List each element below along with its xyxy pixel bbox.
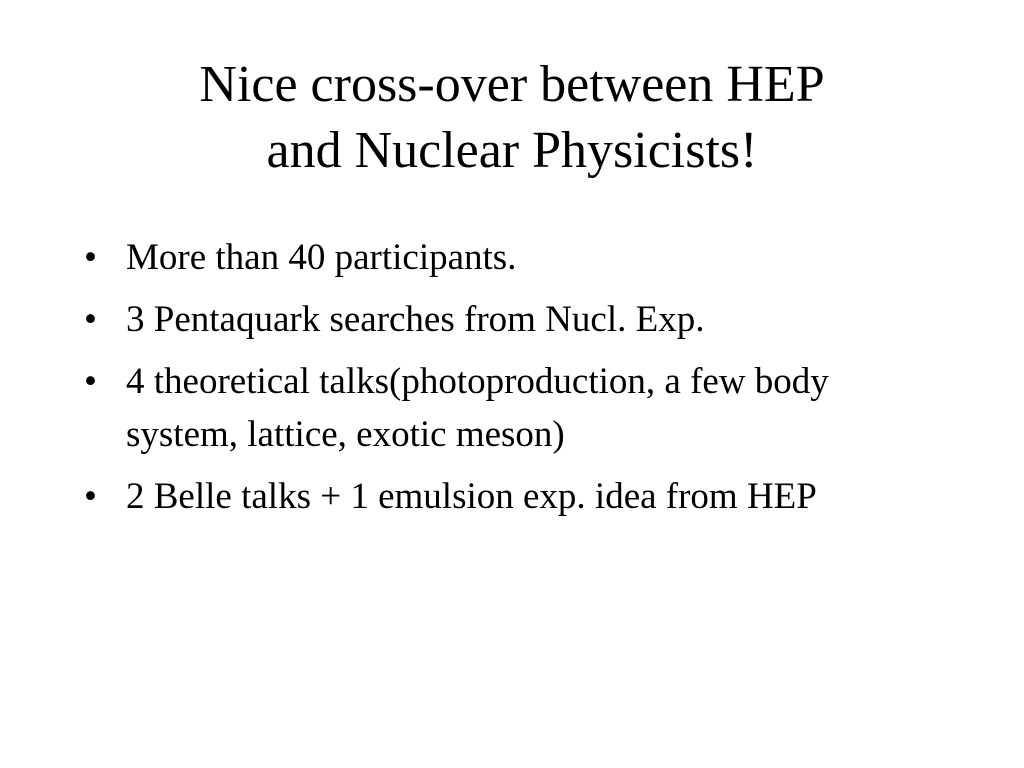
bullet-dot-icon: • (84, 476, 97, 517)
bullet-dot-icon: • (84, 299, 97, 340)
bullet-text: 4 theoretical talks(photoproduction, a few body system, lattice, exotic meson) (126, 361, 829, 455)
bullet-item-belle-talks (84, 470, 934, 523)
bullet-text: 3 Pentaquark searches from Nucl. Exp. (126, 299, 705, 340)
bullet-item-theoretical-talks (84, 355, 934, 461)
bullet-text: More than 40 participants. (126, 237, 517, 278)
slide-title (60, 52, 964, 184)
bullet-dot-icon: • (84, 237, 97, 278)
title-line-1: Nice cross-over between HEP (199, 56, 825, 113)
title-line-2: and Nuclear Physicists! (266, 122, 758, 179)
bullet-item-participants (84, 231, 934, 284)
bullet-text: 2 Belle talks + 1 emulsion exp. idea from HEP (126, 476, 817, 517)
bullet-list (84, 231, 934, 532)
bullet-item-pentaquark-searches (84, 293, 934, 346)
bullet-dot-icon: • (84, 361, 97, 402)
